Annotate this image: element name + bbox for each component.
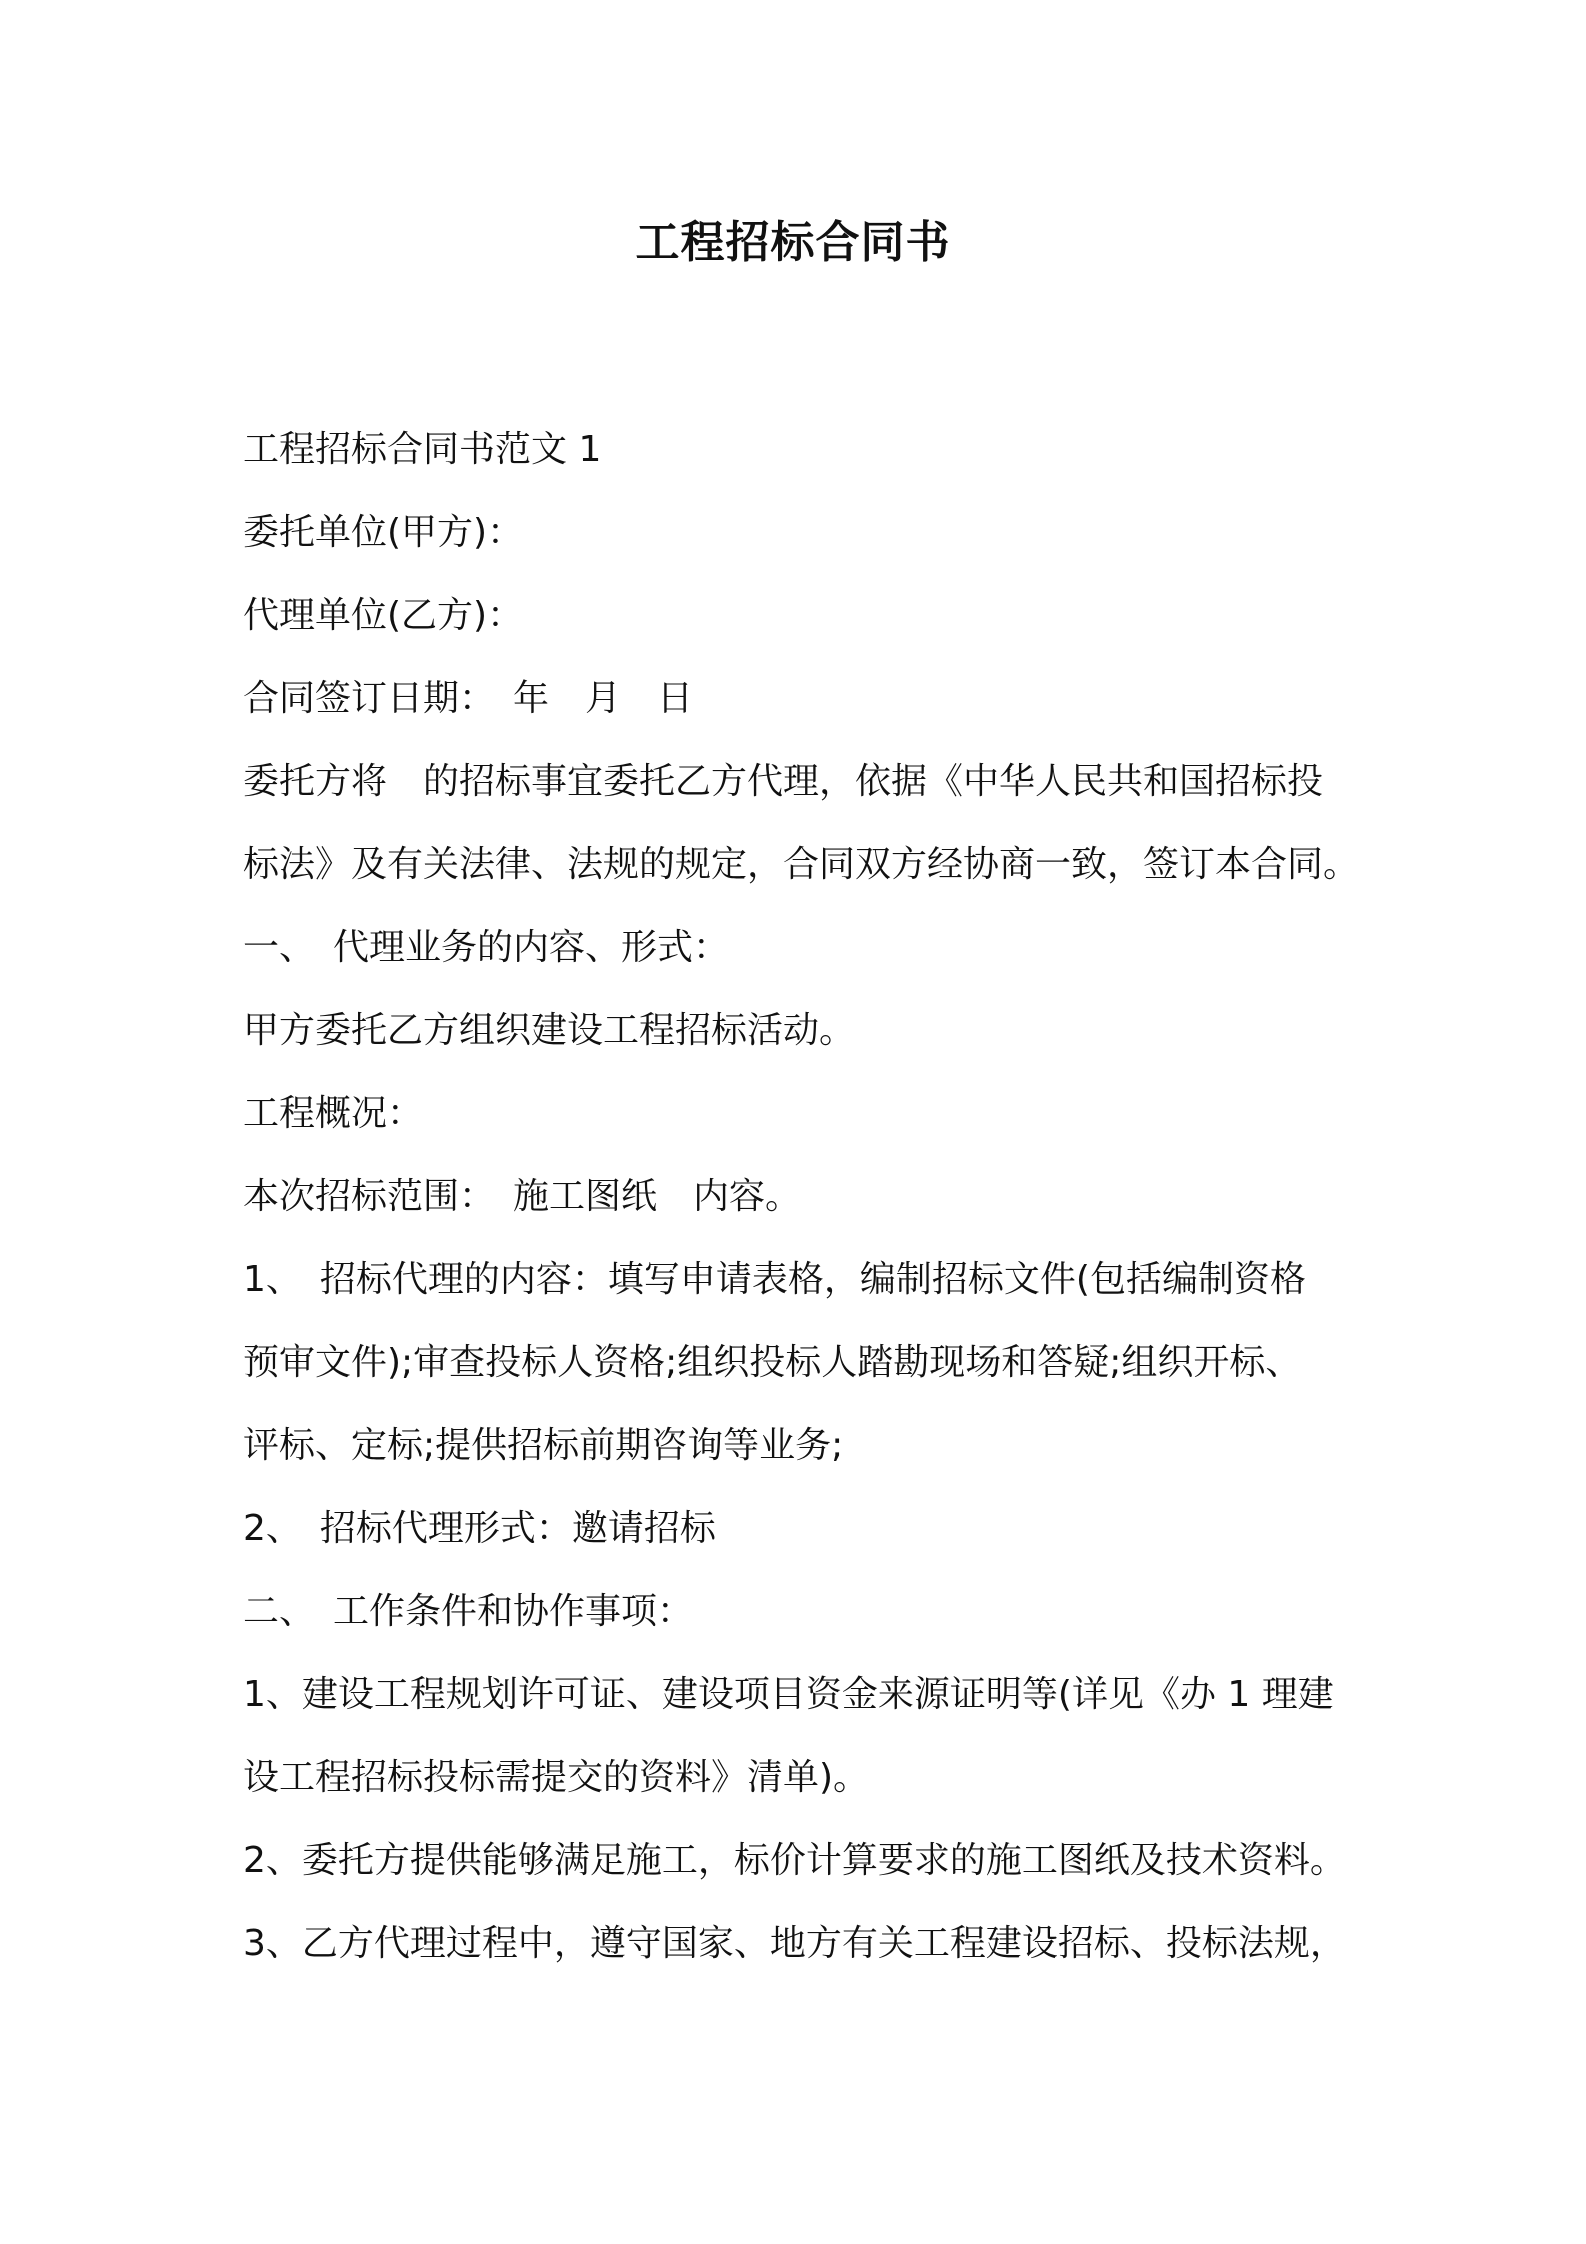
document-line: 本次招标范围： 施工图纸 内容。: [243, 1176, 802, 1217]
document-line: 1、建设工程规划许可证、建设项目资金来源证明等(详见《办 1 理建: [243, 1674, 1334, 1715]
document-line: 设工程招标投标需提交的资料》清单)。: [243, 1757, 870, 1798]
document-line: 代理单位(乙方)：: [243, 595, 524, 636]
document-line: 甲方委托乙方组织建设工程招标活动。: [243, 1010, 856, 1051]
document-line: 工程概况：: [243, 1093, 424, 1134]
document-line: 3、乙方代理过程中，遵守国家、地方有关工程建设招标、投标法规，: [243, 1923, 1346, 1964]
document-line: 预审文件);审查投标人资格;组织投标人踏勘现场和答疑;组织开标、: [243, 1342, 1302, 1383]
document-line: 二、 工作条件和协作事项：: [243, 1591, 694, 1632]
document-line: 一、 代理业务的内容、形式：: [243, 927, 730, 968]
document-line: 评标、定标;提供招标前期咨询等业务;: [243, 1425, 844, 1466]
document-line: 标法》及有关法律、法规的规定，合同双方经协商一致，签订本合同。: [243, 844, 1360, 885]
document-line: 委托方将 的招标事宜委托乙方代理，依据《中华人民共和国招标投: [243, 761, 1324, 802]
document-line: 工程招标合同书范文 1: [243, 429, 602, 470]
document-line: 委托单位(甲方)：: [243, 512, 524, 553]
document-body: [243, 408, 1360, 1985]
document-line: 1、 招标代理的内容：填写申请表格，编制招标文件(包括编制资格: [243, 1259, 1306, 1300]
document-line: 2、 招标代理形式：邀请招标: [243, 1508, 716, 1549]
document-title: 工程招标合同书: [635, 217, 951, 268]
document-line: 2、委托方提供能够满足施工，标价计算要求的施工图纸及技术资料。: [243, 1840, 1346, 1881]
document-line: 合同签订日期： 年 月 日: [243, 678, 694, 719]
